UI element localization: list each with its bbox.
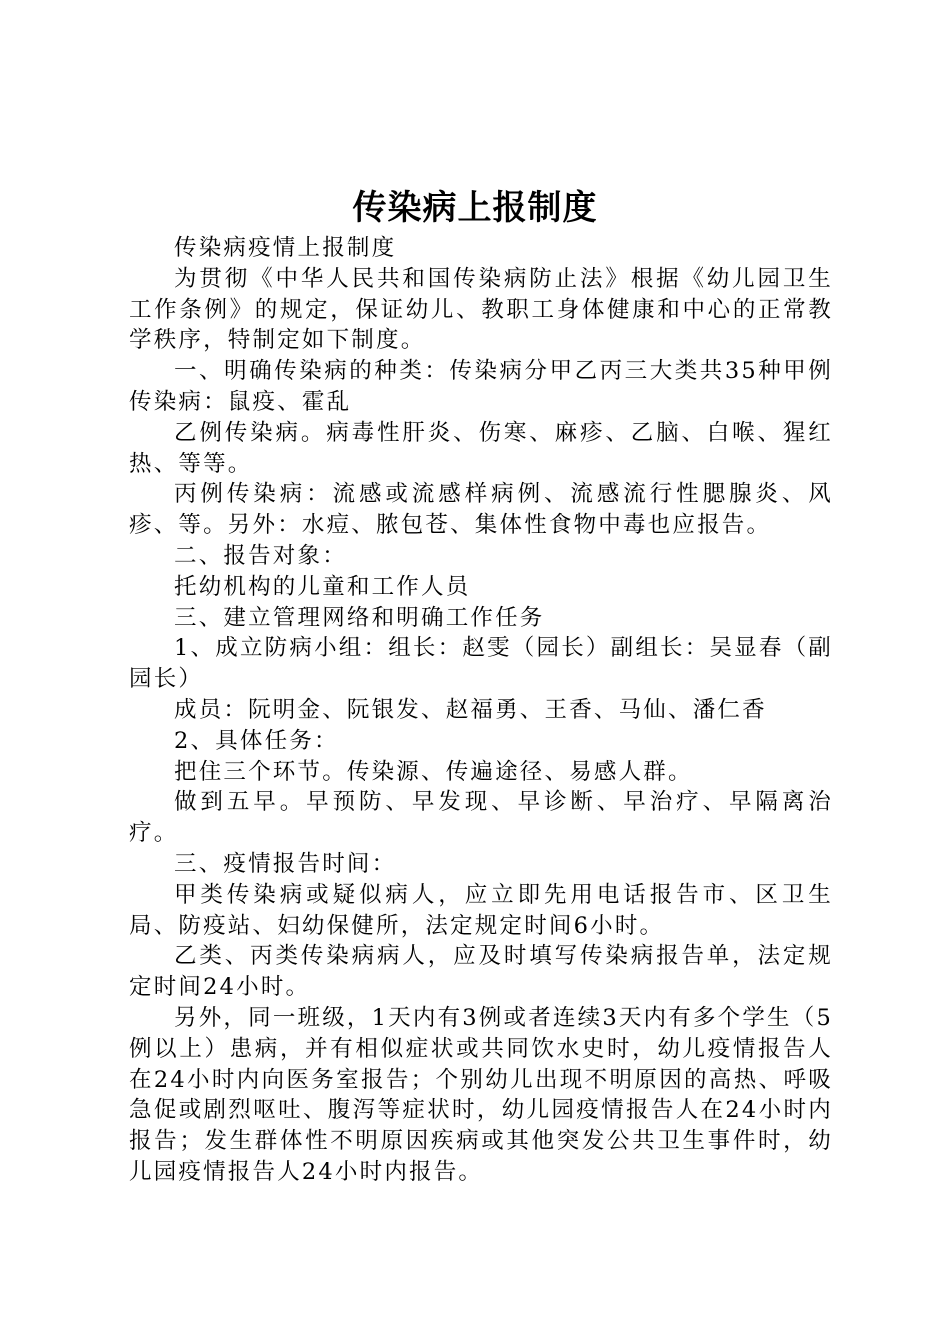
paragraph: 乙例传染病。病毒性肝炎、伤寒、麻疹、乙脑、白喉、猩红热、等等。 bbox=[129, 419, 833, 477]
paragraph: 传染病疫情上报制度 bbox=[174, 235, 397, 261]
paragraph: 三、建立管理网络和明确工作任务 bbox=[174, 604, 545, 631]
paragraph: 2、具体任务： bbox=[174, 727, 339, 754]
paragraph: 做到五早。早预防、早发现、早诊断、早治疗、早隔离治疗。 bbox=[129, 789, 833, 847]
paragraph: 为贯彻《中华人民共和国传染病防止法》根据《幼儿园卫生工作条例》的规定，保证幼儿、教职工身体健康和中心的正常教学秩序，特制定如下制度。 bbox=[129, 265, 833, 354]
paragraph: 乙类、丙类传染病病人，应及时填写传染病报告单，法定规定时间24小时。 bbox=[129, 943, 833, 1001]
paragraph: 成员：阮明金、阮银发、赵福勇、王香、马仙、潘仁香 bbox=[174, 696, 767, 723]
document-body bbox=[129, 233, 833, 1188]
paragraph: 丙例传染病：流感或流感样病例、流感流行性腮腺炎、风疹、等。另外：水痘、脓包苍、集体性食物中毒也应报告。 bbox=[129, 481, 833, 539]
paragraph: 托幼机构的儿童和工作人员 bbox=[174, 573, 471, 600]
paragraph: 一、明确传染病的种类：传染病分甲乙丙三大类共35种甲例传染病：鼠疫、霍乱 bbox=[129, 358, 833, 415]
paragraph: 把住三个环节。传染源、传遍途径、易感人群。 bbox=[174, 758, 693, 785]
paragraph: 三、疫情报告时间： bbox=[174, 850, 397, 877]
document-title: 传染病上报制度 bbox=[352, 188, 598, 228]
paragraph: 二、报告对象： bbox=[174, 542, 347, 569]
paragraph: 甲类传染病或疑似病人，应立即先用电话报告市、区卫生局、防疫站、妇幼保健所，法定规定时间6小时。 bbox=[129, 881, 833, 939]
paragraph: 1、成立防病小组：组长：赵雯（园长）副组长：吴显春（副园长） bbox=[129, 635, 833, 693]
paragraph: 另外，同一班级，1天内有3例或者连续3天内有多个学生（5例以上）患病，并有相似症状或共同饮水史时，幼儿疫情报告人在24小时内向医务室报告；个别幼儿出现不明原因的高热、呼吸急促或剧烈呕吐、腹泻等症状时，幼儿园疫情报告人在24小时内报告；发生群体性不明原因疾病或其他突发公共卫生事件时，幼儿园疫情报告人24小时内报告。 bbox=[129, 1004, 833, 1185]
